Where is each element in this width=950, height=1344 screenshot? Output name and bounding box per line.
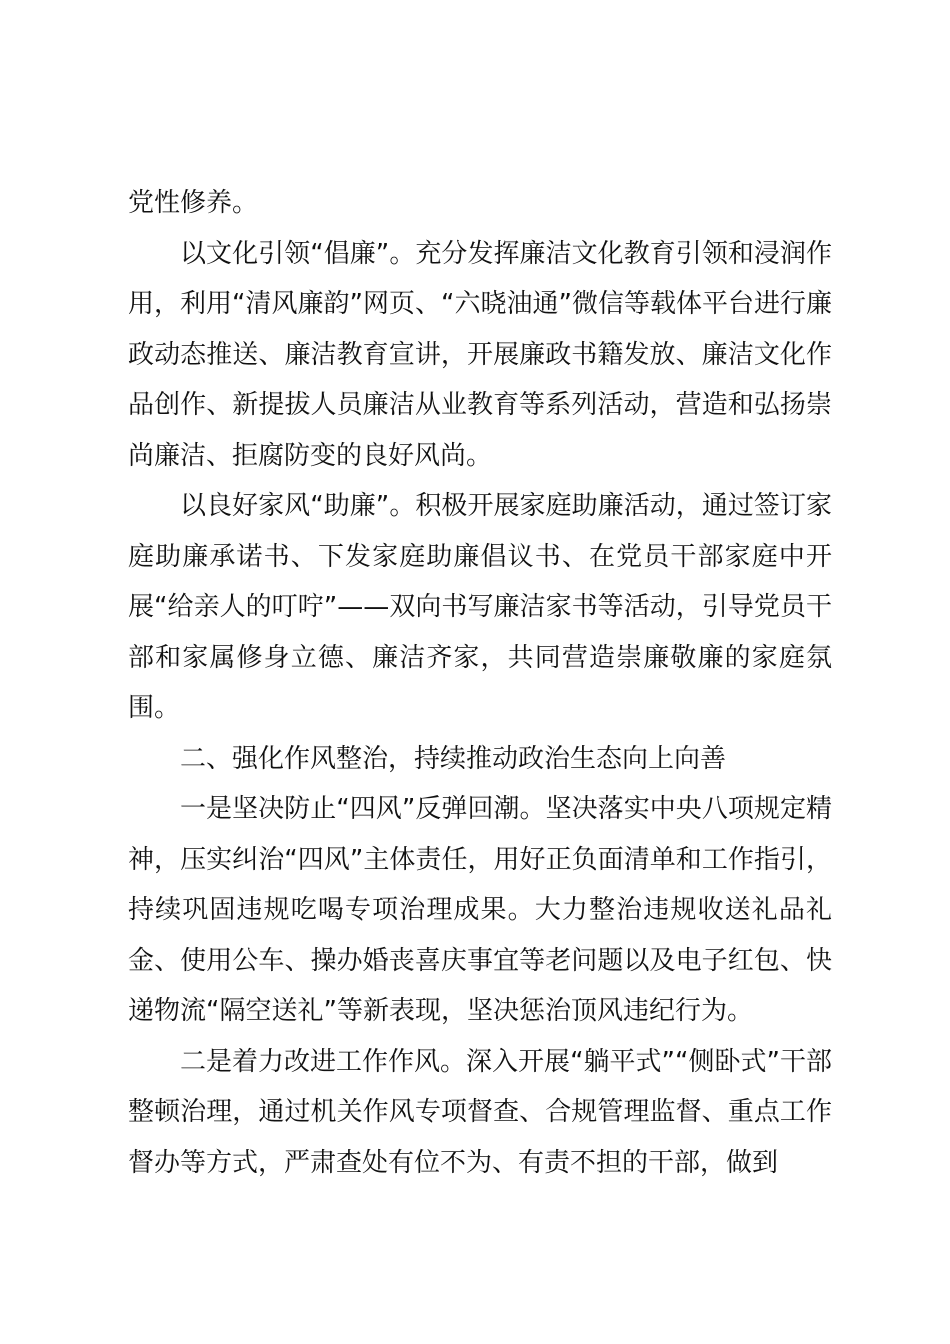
paragraph-prevent-four-winds: 一是坚决防止“四风”反弹回潮。坚决落实中央八项规定精神，压实纠治“四风”主体责任，用好正负面清单和工作指引，持续巩固违规吃喝专项治理成果。大力整治违规收送礼品礼金、使用公车、操办婚丧喜庆事宜等老问题以及电子红包、快递物流“隔空送礼”等新表现，坚决惩治顶风违纪行为。 bbox=[128, 794, 832, 1026]
document-body bbox=[128, 178, 832, 1188]
section-heading-style-rectification: 二、强化作风整治，持续推动政治生态向上向善 bbox=[180, 743, 727, 774]
paragraph-continuation: 党性修养。 bbox=[128, 188, 259, 218]
paragraph-family-support-integrity: 以良好家风“助廉”。积极开展家庭助廉活动，通过签订家庭助廉承诺书、下发家庭助廉倡议书、在党员干部家庭中开展“给亲人的叮咛”——双向书写廉洁家书等活动，引导党员干部和家属修身立德、廉洁齐家，共同营造崇廉敬廉的家庭氛围。 bbox=[128, 491, 832, 723]
paragraph-culture-advocate-integrity: 以文化引领“倡廉”。充分发挥廉洁文化教育引领和浸润作用，利用“清风廉韵”网页、“六晓油通”微信等载体平台进行廉政动态推送、廉洁教育宣讲，开展廉政书籍发放、廉洁文化作品创作、新提拔人员廉洁从业教育等系列活动，营造和弘扬崇尚廉洁、拒腐防变的良好风尚。 bbox=[128, 238, 832, 471]
paragraph-improve-work-style: 二是着力改进工作作风。深入开展“躺平式”“侧卧式”干部整顿治理，通过机关作风专项督查、合规管理监督、重点工作督办等方式，严肃查处有位不为、有责不担的干部，做到 bbox=[128, 1046, 832, 1178]
